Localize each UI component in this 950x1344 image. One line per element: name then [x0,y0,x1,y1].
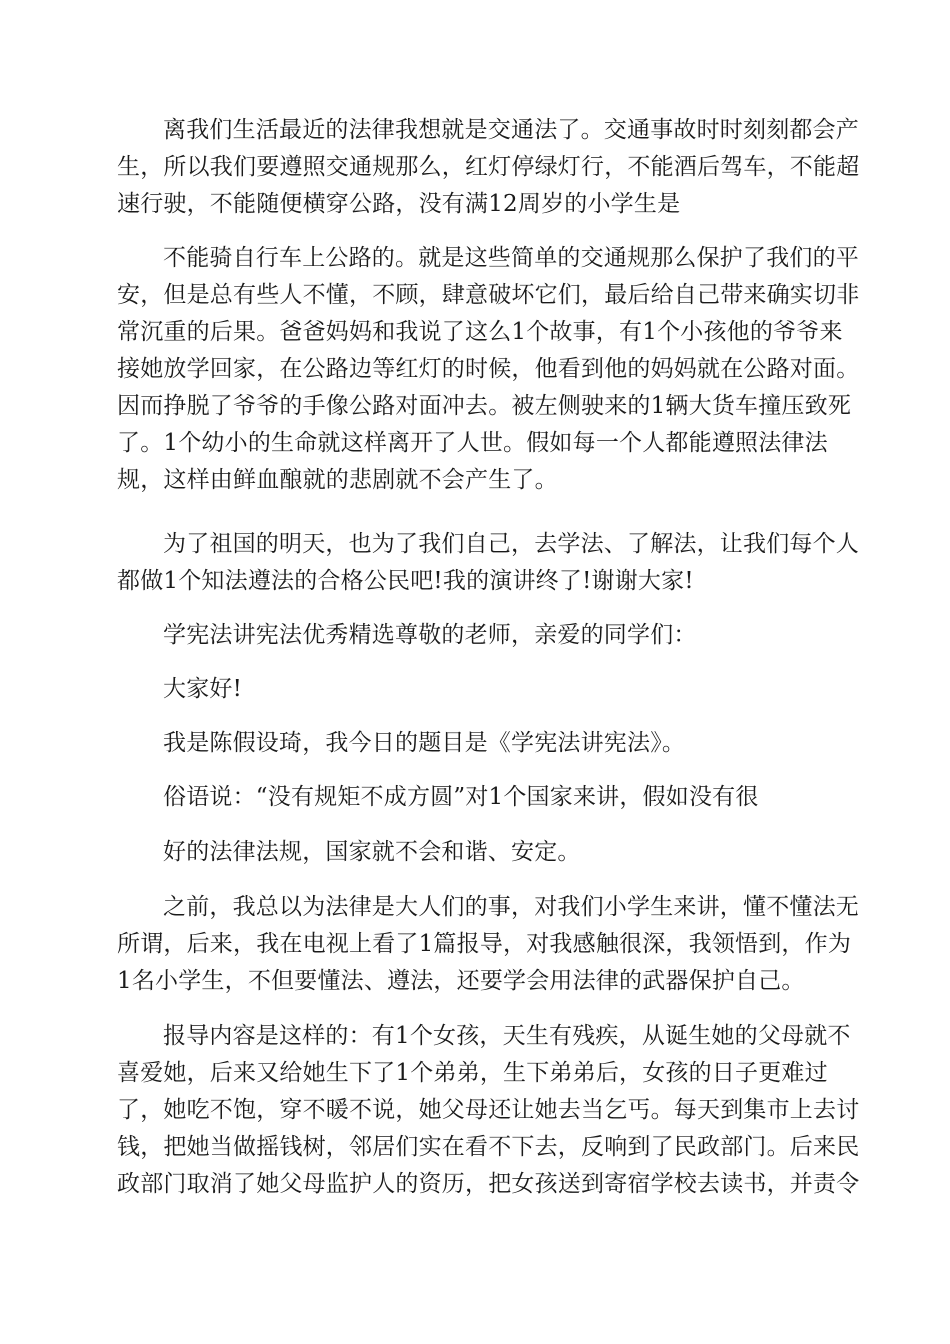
text-line: 常沉重的后果。爸爸妈妈和我说了这么1个故事，有1个小孩他的爷爷来 [117,319,843,345]
text-line: 好的法律法规，国家就不会和谐、安定。 [163,839,581,865]
text-line: 不能骑自行车上公路的。就是这些简单的交通规那么保护了我们的平 [163,245,859,271]
text-line: 规，这样由鲜血酿就的悲剧就不会产生了。 [117,467,558,493]
text-line: 报导内容是这样的：有1个女孩，天生有残疾，从诞生她的父母就不 [163,1023,851,1049]
text-line: 生，所以我们要遵照交通规那么，红灯停绿灯行，不能酒后驾车，不能超 [117,154,860,180]
paragraph-greeting [117,671,835,708]
text-line: 都做1个知法遵法的合格公民吧!我的演讲终了!谢谢大家! [117,568,694,594]
text-line: 政部门取消了她父母监护人的资历，把女孩送到寄宿学校去读书，并责令 [117,1171,860,1197]
text-line: 了，她吃不饱，穿不暖不说，她父母还让她去当乞丐。每天到集市上去讨 [117,1097,860,1123]
text-line: 大家好! [163,676,243,702]
text-line: 离我们生活最近的法律我想就是交通法了。交通事故时时刻刻都会产 [163,117,859,143]
text-line: 速行驶，不能随便横穿公路，没有满12周岁的小学生是 [117,191,681,217]
text-line: 安，但是总有些人不懂，不顾，肆意破坏它们，最后给自己带来确实切非 [117,282,860,308]
paragraph-closing [117,526,859,600]
text-line: 1名小学生，不但要懂法、遵法，还要学会用法律的武器保护自己。 [117,968,805,994]
paragraph-proverb [117,779,835,816]
paragraph-salutation [117,617,835,654]
text-line: 我是陈假设琦，我今日的题目是《学宪法讲宪法》。 [163,730,686,756]
text-line: 为了祖国的明天，也为了我们自己，去学法、了解法，让我们每个人 [163,531,859,557]
paragraph-proverb-continued [117,834,835,871]
text-line: 了。1个幼小的生命就这样离开了人世。假如每一个人都能遵照法律法 [117,430,828,456]
text-line: 钱，把她当做摇钱树，邻居们实在看不下去，反响到了民政部门。后来民 [117,1134,860,1160]
text-line: 学宪法讲宪法优秀精选尊敬的老师，亲爱的同学们： [163,622,697,648]
text-line: 俗语说：“没有规矩不成方圆”对1个国家来讲，假如没有很 [163,784,759,810]
paragraph-introduction [117,725,835,762]
paragraph-realization [117,889,859,1000]
text-line: 接她放学回家，在公路边等红灯的时候，他看到他的妈妈就在公路对面。 [117,356,860,382]
text-line: 喜爱她，后来又给她生下了1个弟弟，生下弟弟后，女孩的日子更难过 [117,1060,828,1086]
text-line: 所谓，后来，我在电视上看了1篇报导，对我感触很深，我领悟到，作为 [117,931,852,957]
text-line: 因而挣脱了爷爷的手像公路对面冲去。被左侧驶来的1辆大货车撞压致死 [117,393,852,419]
text-line: 之前，我总以为法律是大人们的事，对我们小学生来讲，懂不懂法无 [163,894,859,920]
paragraph-news-report [117,1018,860,1203]
paragraph-traffic-law [117,112,860,223]
paragraph-traffic-story [117,240,860,499]
